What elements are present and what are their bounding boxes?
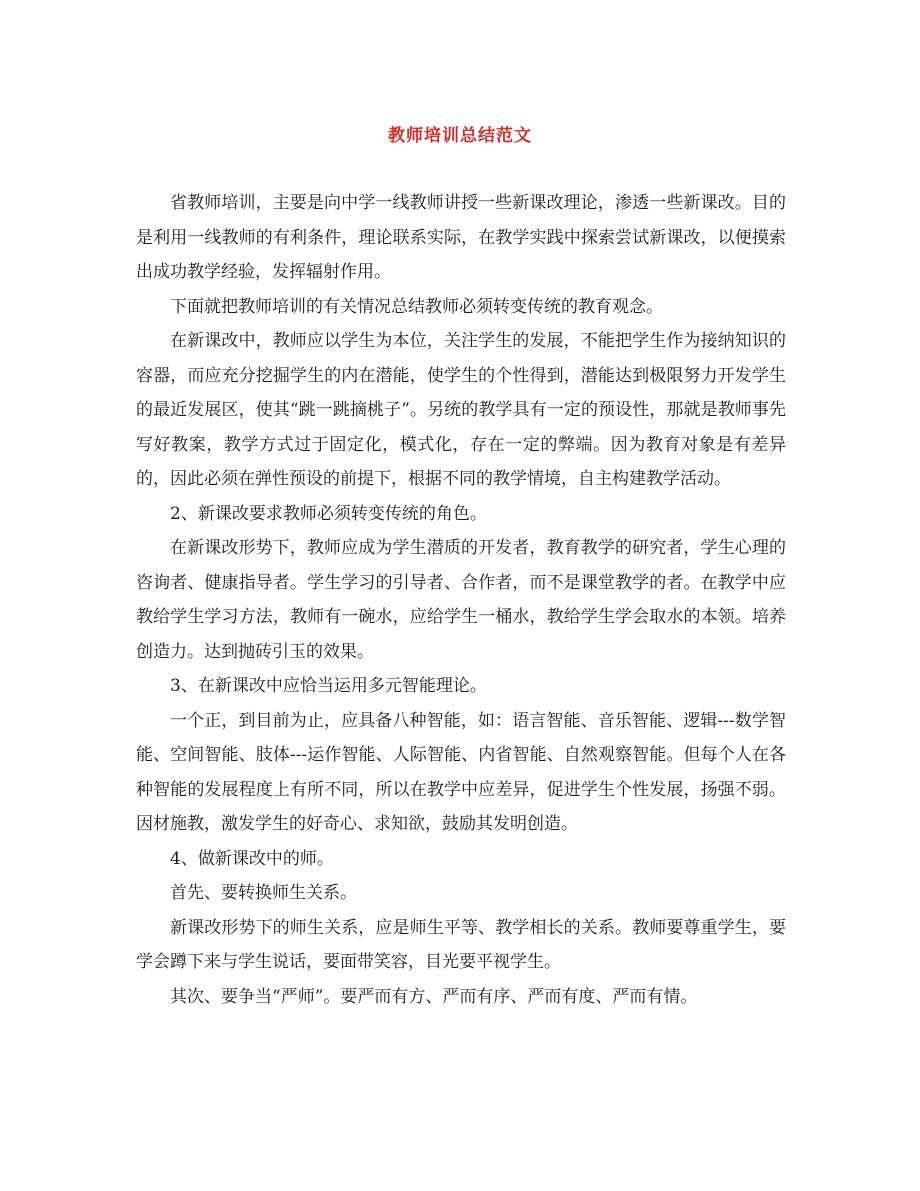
paragraph-student-centered: 在新课改中，教师应以学生为本位，关注学生的发展，不能把学生作为接纳知识的容器，而应充分挖掘学生的内在潜能，使学生的个性得到，潜能达到极限努力开发学生的最近发展区，使其“跳一跳摘桃子”。另统的教学具有一定的预设性，那就是教师事先写好教案，教学方式过于固定化，模式化，存在一定的弊端。因为教育对象是有差异的，因此必须在弹性预设的前提下，根据不同的教学情境，自主构建教学活动。 <box>136 331 786 489</box>
document-title: 教师培训总结范文 <box>388 126 532 146</box>
paragraph-second-point: 其次、要争当“严师”。要严而有方、严而有序、严而有度、严而有情。 <box>170 986 698 1007</box>
paragraph-summary-lead: 下面就把教师培训的有关情况总结教师必须转变传统的教育观念。 <box>170 296 663 317</box>
paragraph-teacher-student-relation: 新课改形势下的师生关系，应是师生平等、教学相长的关系。教师要尊重学生，要学会蹲下来与学生说话，要面带笑容，目光要平视学生。 <box>136 917 786 972</box>
paragraph-first-point: 首先、要转换师生关系。 <box>170 883 357 903</box>
paragraph-teacher-role: 在新课改形势下，教师应成为学生潜质的开发者，教育教学的研究者，学生心理的咨询者、健康指导者。学生学习的引导者、合作者，而不是课堂教学的者。在教学中应教给学生学习方法，教师有一碗水，应给学生一桶水，教给学生学会取水的本领。培养创造力。达到抛砖引玉的效果。 <box>136 538 786 662</box>
paragraph-heading-3: 3、在新课改中应恰当运用多元智能理论。 <box>170 676 487 696</box>
paragraph-multiple-intelligences: 一个正，到目前为止，应具备八种智能，如：语言智能、音乐智能、逻辑---数学智能、空间智能、肢体---运作智能、人际智能、内省智能、自然观察智能。但每个人在各种智能的发展程度上有所不同，所以在教学中应差异，促进学生个性发展，扬强不弱。因材施教，激发学生的好奇心、求知欲，鼓励其发明创造。 <box>136 710 786 834</box>
paragraph-heading-4: 4、做新课改中的师。 <box>170 848 334 869</box>
paragraph-intro: 省教师培训，主要是向中学一线教师讲授一些新课改理论，渗透一些新课改。目的是利用一线教师的有利条件，理论联系实际，在教学实践中探索尝试新课改，以便摸索出成功教学经验，发挥辐射作用。 <box>136 193 786 282</box>
paragraph-heading-2: 2、新课改要求教师必须转变传统的角色。 <box>170 503 487 524</box>
document-body <box>136 186 786 1014</box>
